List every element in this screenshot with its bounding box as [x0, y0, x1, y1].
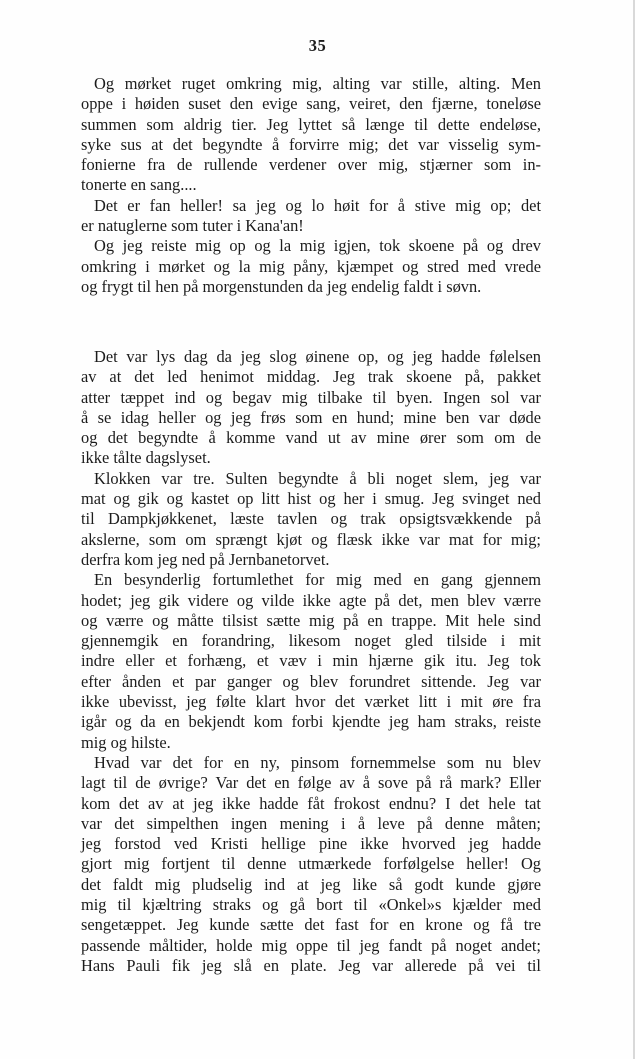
text-line: Og jeg reiste mig op og la mig igjen, tok skoene på og drev	[94, 236, 541, 256]
text-line: og frygt til hen på morgenstunden da jeg endelig faldt i søvn.	[81, 276, 482, 296]
text-line: mig til kjæltring straks og gå bort til «Onkel»s kjælder med	[81, 895, 541, 915]
text-line: mat og gik og kastet op litt hist og her i smug. Jeg svinget ned	[81, 489, 541, 509]
text-line: sengetæppet. Jeg kunde sætte det fast for en krone og få tre	[81, 915, 541, 935]
text-line: gjort mig fortjent til denne utmærkede forfølgelse heller! Og	[81, 854, 541, 874]
text-line: å se idag heller og jeg frøs som en hund; mine ben var døde	[81, 407, 541, 427]
text-line: Det var lys dag da jeg slog øinene op, og jeg hadde følelsen	[94, 347, 541, 366]
text-line: Det er fan heller! sa jeg og lo høit for å stive mig op; det	[94, 195, 541, 215]
text-line: mig og hilste.	[81, 732, 171, 752]
text-line: derfra kom jeg ned på Jernbanetorvet.	[81, 549, 330, 569]
text-line: av at det led henimot middag. Jeg trak skoene på, pakket	[81, 367, 541, 387]
text-line: til Dampkjøkkenet, læste tavlen og trak opsigtsvækkende på	[81, 509, 541, 529]
text-line: kom det av at jeg ikke hadde fåt frokost endnu? I det hele tat	[81, 793, 541, 813]
text-line: er natuglerne som tuter i Kana'an!	[81, 216, 304, 236]
text-line: Klokken var tre. Sulten begyndte å bli noget slem, jeg var	[94, 468, 541, 488]
text-line: hodet; jeg gik videre og vilde ikke agte på det, men blev værre	[81, 590, 541, 610]
text-line: passende måltider, holde mig oppe til jeg fandt på noget andet;	[81, 935, 541, 955]
page-number: 35	[308, 36, 327, 55]
text-line: jeg forstod ved Kristi hellige pine ikke hvorved jeg hadde	[81, 834, 541, 854]
text-line: En besynderlig fortumlethet for mig med en gang gjennem	[94, 570, 541, 590]
text-line: ikke ubevisst, jeg følte klart hvor det værket litt i mit øre fra	[81, 692, 541, 712]
text-line: omkring i mørket og la mig påny, kjæmpet og stred med vrede	[81, 256, 541, 276]
text-line: atter tæppet ind og begav mig tilbake til byen. Ingen sol var	[81, 387, 541, 407]
text-line: lagt til de øvrige? Var det en følge av å sove på rå mark? Eller	[81, 773, 541, 793]
text-line: og værre og måtte tilsist sætte mig på en trappe. Mit hele sind	[81, 610, 541, 630]
text-line: og det begyndte å komme vand ut av mine ører som om de	[81, 428, 541, 448]
text-line: ikke tålte dagslyset.	[81, 448, 211, 468]
text-line: efter ånden et par ganger og blev forundret sittende. Jeg var	[81, 671, 541, 691]
text-line: det faldt mig pludselig ind at jeg like så godt kunde gjøre	[81, 874, 541, 894]
text-line: var det simpelthen ingen mening i å leve på denne måten;	[81, 813, 541, 833]
text-line: tonerte en sang....	[81, 175, 197, 195]
text-line: Og mørket ruget omkring mig, alting var stille, alting. Men	[94, 74, 541, 93]
text-line: igår og da en bekjendt kom forbi kjendte jeg ham straks, reiste	[81, 712, 541, 732]
text-line: indre eller et forhæng, et væv i min hjærne gik itu. Jeg tok	[81, 651, 541, 671]
text-block-2	[81, 347, 541, 976]
text-line: gjennemgik en forandring, likesom noget gled tilside i mit	[81, 631, 541, 651]
text-block-1	[81, 74, 541, 297]
text-line: Hans Pauli fik jeg slå en plate. Jeg var allerede på vei til	[81, 955, 541, 975]
text-line: syke sus at det begyndte å forvirre mig; det var visselig sym-	[81, 134, 541, 154]
text-line: oppe i høiden suset den evige sang, veiret, den fjærne, toneløse	[81, 94, 541, 114]
text-line: fonierne fra de rullende verdener over mig, stjærner som in-	[81, 155, 541, 175]
text-line: summen som aldrig tier. Jeg lyttet så længe til dette endeløse,	[81, 114, 541, 134]
text-line: akslerne, som om sprængt kjøt og flæsk ikke var mat for mig;	[81, 529, 541, 549]
text-line: Hvad var det for en ny, pinsom fornemmelse som nu blev	[94, 752, 541, 772]
